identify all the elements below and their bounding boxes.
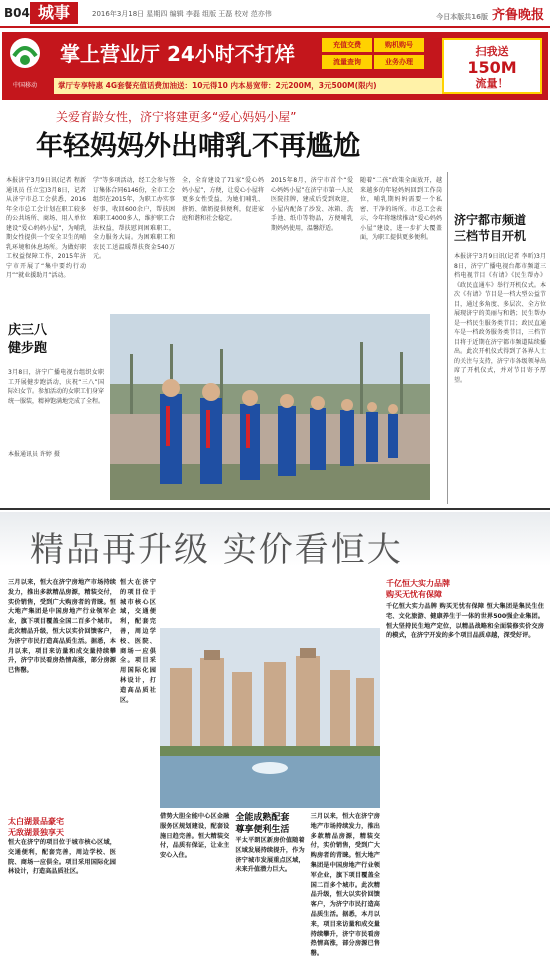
ad-promo-row: 掌厅专享特惠 4G套餐充值话费加油送：10元得10 内本易宽带：2元200M，3元500M(限内) xyxy=(54,78,444,94)
ad-col-1-text: 三月以来，恒大在济宁房地产市场持续发力，推出多款精品房源，精装交付，实价销售，受到广大购房者的青睐。恒大地产集团是中国房地产行业领军企业，旗下项目覆盖全国二百多个城市。此次精品升级，恒大以实价回馈客户，为济宁市民打造高品质生活。据悉，本月以来，项目来访量和成交量持续攀升，济宁市民看房热情高涨，部分房源已售罄。 xyxy=(8,579,116,675)
page-header xyxy=(0,0,550,28)
side-news-body: 本报济宁3月9日讯(记者 李昕)3月8日，济宁广播电视台都市频道三档电视节目《有请》《民生帮办》《政民直通车》举行开机仪式。本次《有请》节目是一档大型公益节目，通过多角度、多层次、全方位展现济宁的美丽与和谐；民生帮办是一档民生服务类节目；政民直通车是一档政务服务类节目，三档节目将于近期在济宁都市频道陆续播出。此次开机仪式得到了各界人士的关注与支持，济宁市各级领导出席了开机仪式，并对节目寄予厚望。 xyxy=(454,253,546,384)
article-col-5: 随着“二孩”政策全面放开，越来越多的年轻妈妈回到工作岗位，哺乳期妈妈需要一个私密、干净的场所。市总工会表示，今年将继续推动“爱心妈妈小屋”建设，进一步扩大覆盖面，为职工提供更多便利。 xyxy=(360,177,442,241)
edition-meta: 2016年3月18日 星期四 编辑 李磊 组版 王磊 校对 范亦伟 xyxy=(92,10,272,18)
page-number: B04 xyxy=(4,6,30,20)
ad-tag[interactable]: 购机购号 xyxy=(374,38,424,52)
ad-tag[interactable]: 充值交费 xyxy=(322,38,372,52)
ad-subhead-5: 千亿恒大实力品牌 xyxy=(386,579,450,588)
article-col-1: 本报济宁3月9日讯(记者 程新 通讯员 任立宝)3月8日，记者从济宁市总工会获悉，2016年全市总工会计划在职工较多的公共场所、商场、用人单位建设“爱心妈妈小屋”，为哺乳期女性提供一个安全卫生的哺乳环境和休息场所。为做好职工权益保障工作，2015年济宁市开展了“集中要约行动月”“就业援助月”活动。 xyxy=(6,177,86,279)
ad-narrow-text: 恒大在济宁的项目位于城市核心区域，交通便利，配套完善，周边学校、医院、商场一应俱全。项目采用国际化园林设计，打造高品质社区。 xyxy=(120,579,156,704)
ad-subhead-4: 无敌湖景独享天 xyxy=(8,828,64,837)
ad-subhead-3: 太白湖景品豪宅 xyxy=(8,817,64,826)
top-banner-ad[interactable] xyxy=(2,32,548,100)
real-estate-ad-banner xyxy=(0,512,550,570)
china-mobile-logo xyxy=(8,36,42,92)
photo-news-body: 3月8日，济宁广播电视台组织女职工开展健步跑活动，庆祝“三八”国际妇女节。参加活动的女职工们身穿统一服装，精神饱满地完成了全程。 xyxy=(8,369,105,405)
article-col-3: 全，全育建设了71家“爱心妈妈小屋”，方便，让爱心小屋将更多女性受益，为她们哺乳、挤奶、储奶提供便利，促进家庭和谐和社会稳定。 xyxy=(182,177,264,222)
qr-promo[interactable] xyxy=(442,38,542,94)
section-separator xyxy=(0,508,550,510)
ad-subhead-6: 购买无忧有保障 xyxy=(386,590,442,599)
china-mobile-logo-icon xyxy=(8,36,42,76)
side-news-title-2: 三档节目开机 xyxy=(454,229,527,243)
newspaper-title xyxy=(436,4,544,23)
buildings-illustration xyxy=(160,628,380,808)
photo-news xyxy=(8,322,104,460)
photo-news-title-2: 健步跑 xyxy=(8,341,48,356)
walking-race-photo xyxy=(110,314,430,500)
ad-tag[interactable]: 业务办理 xyxy=(374,55,424,69)
ad-col-right xyxy=(386,578,544,922)
ad-col-1 xyxy=(8,578,116,946)
side-news xyxy=(454,212,546,502)
ad-col-3-text: 平太平朗区新房价值随着区域发展持续提升，作为济宁城市发展重点区域，未来升值潜力巨大。 xyxy=(235,837,305,874)
ad-col-4: 三月以来，恒大在济宁房地产市场持续发力，推出多款精品房源，精装交付，实价销售，受到广大购房者的青睐。恒大地产集团是中国房地产行业领军企业，旗下项目覆盖全国二百多个城市。此次精品升级，恒大以实价回馈客户，为济宁市民打造高品质生活。据悉，本月以来，项目来访量和成交量持续攀升，济宁市民看房热情高涨，部分房源已售罄。 xyxy=(310,813,380,958)
ad-col-3 xyxy=(235,812,304,922)
real-estate-photo xyxy=(160,628,380,808)
paper-prefix: 今日本版共16版 xyxy=(436,13,488,21)
logo-text: 中国移动 xyxy=(12,82,37,89)
article-headline: 年轻妈妈外出哺乳不再尴尬 xyxy=(36,131,360,162)
ad-subhead-2: 尊享便利生活 xyxy=(235,825,290,835)
article-col-4: 2015年8月，济宁市首个“爱心妈妈小屋”在济宁市第一人民医院挂牌，建成后受到欢迎，小屋内配备了沙发、冰箱、洗手池、纸巾等物品，方便哺乳期妈妈使用，温馨舒适。 xyxy=(271,177,353,232)
qr-line3: 流量！ xyxy=(475,77,509,90)
photo-news-title-1: 庆三八 xyxy=(8,323,48,338)
ad-mid-columns xyxy=(160,812,380,958)
paper-name: 齐鲁晚报 xyxy=(491,8,544,23)
photo-credit: 本报通讯员 许婷 摄 xyxy=(8,451,60,458)
ad-col-right-text: 千亿恒大实力品牌 购买无忧有保障 恒大集团是集民生住宅、文化旅游、健康养生于一体的世界500强企业集团。恒大坚持民生地产定位，以精品战略和全面装修实价交房的模式，在济宁开发的多个项目品质卓越，深受好评。 xyxy=(386,603,544,640)
ad-col-1-more: 恒大在济宁的项目位于城市核心区域，交通便利，配套完善，周边学校、医院、商场一应俱全。项目采用国际化园林设计，打造高品质社区。 xyxy=(8,839,116,876)
ad-tag[interactable]: 流量查询 xyxy=(322,55,372,69)
column-divider xyxy=(447,172,448,504)
ad-col-2: 借势大胆全能中心区金融服务区规划建设，配套设施日趋完善。恒大精装交付，品质有保证，让业主安心入住。 xyxy=(160,813,230,860)
ad-subhead-1: 全能成熟配套 xyxy=(235,813,290,823)
real-estate-headline: 精品再升级 实价看恒大 xyxy=(30,530,403,570)
qr-line2: 150M xyxy=(467,58,517,77)
section-label: 城事 xyxy=(30,2,78,24)
runners-illustration xyxy=(110,314,430,500)
article-subtitle: 关爱育龄女性，济宁将建更多“爱心妈妈小屋” xyxy=(56,110,297,124)
ad-tags xyxy=(322,38,426,70)
side-news-title-1: 济宁都市频道 xyxy=(454,213,527,227)
qr-line1: 扫我送 xyxy=(475,45,509,58)
article-col-2: 学”等多项活动，经工会参与签订集体合同6146份，全市工会组织在2015年，为职工办实事好事，收回600余户，帮扶困难职工4000多人，维护职工合法权益，帮扶慰问困难职工，全力服务大局。为困难职工和农民工送温暖帮扶资金540万元。 xyxy=(93,177,175,260)
ad-narrow-col xyxy=(120,578,156,924)
ad-headline: 掌上营业厅 24小时不打烊 xyxy=(60,42,295,66)
